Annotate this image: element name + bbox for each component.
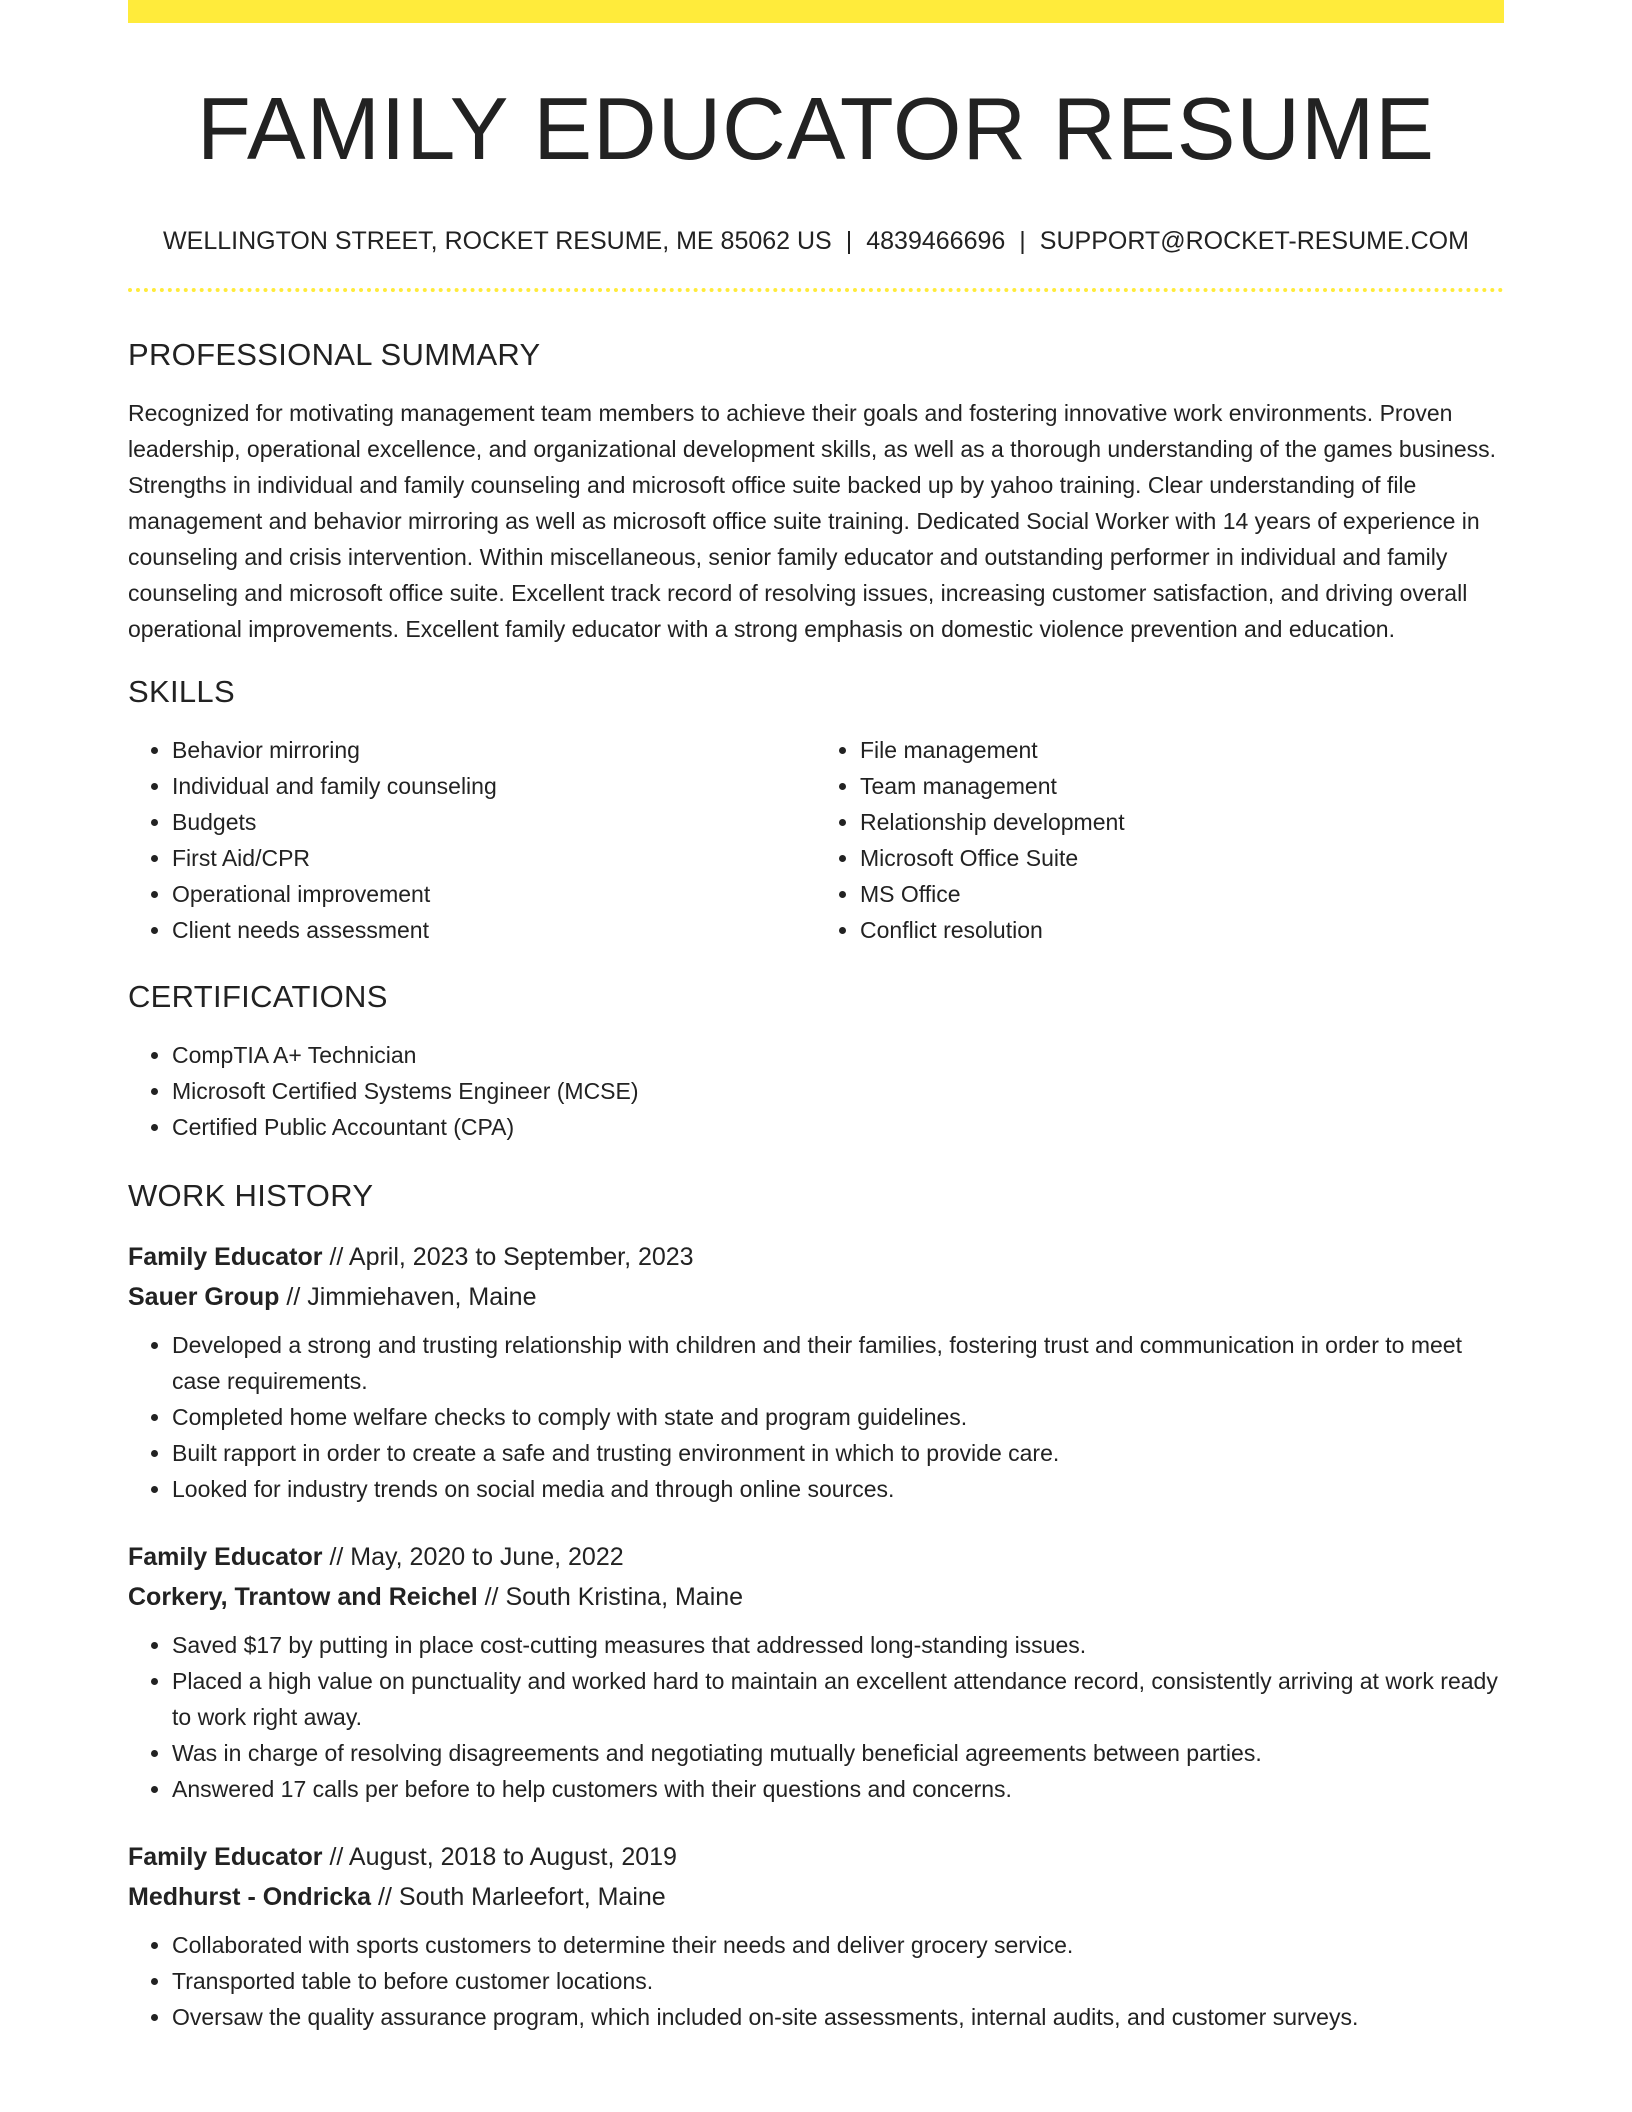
job-title-line — [128, 1837, 1504, 1877]
job-bullet: • Transported table to before customer locations. — [172, 1963, 1504, 1999]
job-company: Sauer Group — [128, 1282, 280, 1311]
job-company-line — [128, 1277, 1504, 1317]
job-entry — [128, 1537, 1504, 1807]
job-bullet: • Developed a strong and trusting relationship with children and their families, fostering trust and communication in order to meet case requirements. — [172, 1327, 1504, 1399]
certifications-list — [128, 1037, 1504, 1145]
contact-separator: | — [845, 226, 853, 255]
job-bullets — [128, 1327, 1504, 1507]
job-bullets — [128, 1927, 1504, 2035]
skill-item: • Team management — [860, 768, 1504, 804]
job-divider: // — [279, 1282, 308, 1311]
job-bullet: • Built rapport in order to create a safe and trusting environment in which to provide care. — [172, 1435, 1504, 1471]
job-company: Medhurst - Ondricka — [128, 1882, 372, 1911]
certifications-section — [128, 978, 1504, 1145]
job-bullet: • Was in charge of resolving disagreements and negotiating mutually beneficial agreements between parties. — [172, 1735, 1504, 1771]
job-divider: // — [477, 1582, 506, 1611]
job-bullet: • Looked for industry trends on social media and through online sources. — [172, 1471, 1504, 1507]
job-divider: // — [371, 1882, 399, 1911]
job-bullets — [128, 1627, 1504, 1807]
certification-item: • Microsoft Certified Systems Engineer (MCSE) — [172, 1073, 1504, 1109]
contact-email: SUPPORT@ROCKET-RESUME.COM — [1039, 226, 1469, 255]
contact-separator: | — [1019, 226, 1026, 255]
job-entry — [128, 1837, 1504, 2035]
section-heading: CERTIFICATIONS — [128, 979, 388, 1015]
job-dates: May, 2020 to June, 2022 — [350, 1542, 624, 1571]
job-divider: // — [322, 1542, 351, 1571]
contact-phone: 4839466696 — [866, 226, 1006, 255]
job-title-line — [128, 1237, 1504, 1277]
job-divider: // — [322, 1842, 349, 1871]
summary-text: Recognized for motivating management team members to achieve their goals and fostering innovative work environments. Proven leadership, operational excellence, and organizational development skills, as well as a thorough understanding of the games business. Strengths in individual and family counseling and microsoft office suite backed up by yahoo training. Clear understanding of file management and behavior mirroring as well as microsoft office suite training. Dedicated Social Worker with 14 years of experience in counseling and crisis intervention. Within miscellaneous, senior family educator and outstanding performer in individual and family counseling and microsoft office suite. Excellent track record of resolving issues, increasing customer satisfaction, and driving overall operational improvements. Excellent family educator with a strong emphasis on domestic violence prevention and education. — [128, 399, 1497, 642]
work-history-section — [128, 1177, 1504, 2034]
skill-item: • MS Office — [860, 876, 1504, 912]
job-bullet: • Placed a high value on punctuality and worked hard to maintain an excellent attendance record, consistently arriving at work ready to work right away. — [172, 1663, 1504, 1735]
job-title: Family Educator — [128, 1242, 323, 1271]
job-entry — [128, 1237, 1504, 1507]
skill-item: • Conflict resolution — [860, 912, 1504, 948]
contact-line — [128, 226, 1504, 256]
skill-item: • First Aid/CPR — [172, 840, 816, 876]
skills-list-left — [128, 732, 816, 948]
section-heading: SKILLS — [128, 673, 235, 709]
job-title: Family Educator — [128, 1542, 323, 1571]
job-company: Corkery, Trantow and Reichel — [128, 1582, 478, 1611]
skill-item: • Operational improvement — [172, 876, 816, 912]
skills-section — [128, 673, 1504, 948]
job-location: Jimmiehaven, Maine — [307, 1282, 537, 1311]
job-bullet: • Saved $17 by putting in place cost-cutting measures that addressed long-standing issues. — [172, 1627, 1504, 1663]
job-location: South Kristina, Maine — [505, 1582, 744, 1611]
contact-address: WELLINGTON STREET, ROCKET RESUME, ME 85062 US — [163, 226, 832, 255]
job-title-line — [128, 1537, 1504, 1577]
skill-item: • Microsoft Office Suite — [860, 840, 1504, 876]
section-heading: WORK HISTORY — [128, 1178, 374, 1214]
job-divider: // — [322, 1242, 349, 1271]
professional-summary-section — [128, 336, 1504, 647]
certification-item: • Certified Public Accountant (CPA) — [172, 1109, 1504, 1145]
resume-title: FAMILY EDUCATOR RESUME — [197, 79, 1435, 178]
skill-item: • Relationship development — [860, 804, 1504, 840]
skill-item: • File management — [860, 732, 1504, 768]
skill-item: • Behavior mirroring — [172, 732, 816, 768]
section-heading: PROFESSIONAL SUMMARY — [128, 336, 541, 372]
certification-item: • CompTIA A+ Technician — [172, 1037, 1504, 1073]
job-company-line — [128, 1877, 1504, 1917]
job-bullet: • Collaborated with sports customers to determine their needs and deliver grocery service. — [172, 1927, 1504, 1963]
job-title: Family Educator — [128, 1842, 323, 1871]
top-accent-bar — [128, 0, 1504, 23]
job-bullet: • Oversaw the quality assurance program, which included on-site assessments, internal audits, and customer surveys. — [172, 1999, 1504, 2035]
job-company-line — [128, 1577, 1504, 1617]
skill-item: • Individual and family counseling — [172, 768, 816, 804]
job-dates: April, 2023 to September, 2023 — [348, 1242, 694, 1271]
skills-grid — [128, 732, 1504, 948]
skill-item: • Budgets — [172, 804, 816, 840]
skills-list-right — [816, 732, 1504, 948]
job-bullet: • Completed home welfare checks to comply with state and program guidelines. — [172, 1399, 1504, 1435]
header-divider — [128, 288, 1504, 292]
resume-page — [128, 0, 1504, 2035]
job-bullet: • Answered 17 calls per before to help customers with their questions and concerns. — [172, 1771, 1504, 1807]
skill-item: • Client needs assessment — [172, 912, 816, 948]
job-location: South Marleefort, Maine — [398, 1882, 666, 1911]
job-dates: August, 2018 to August, 2019 — [348, 1842, 677, 1871]
